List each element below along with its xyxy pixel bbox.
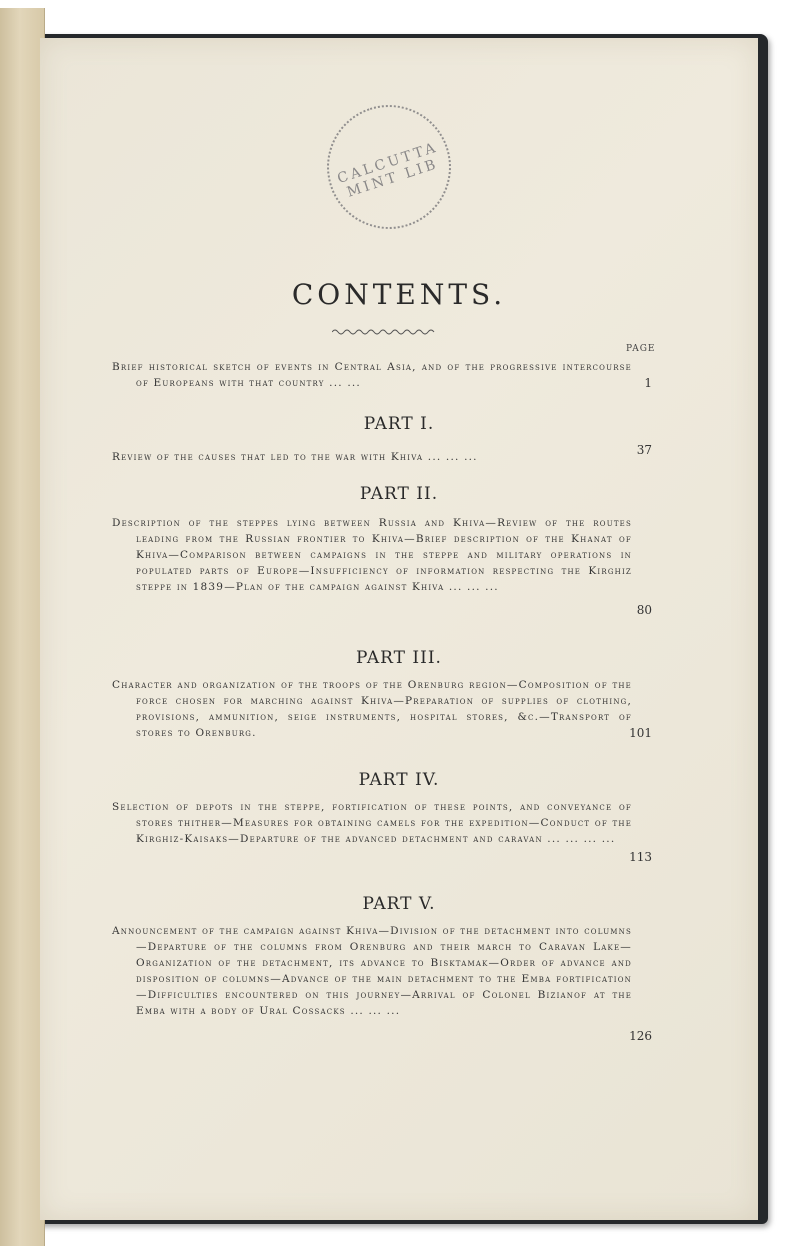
ornamental-divider [332,328,436,336]
toc-entry-part-2: Description of the steppes lying between Russia and Khiva—Review of the routes leading from the Russian frontier to Khiva—Brief description of the Khanat of Khiva—Comparison between campaigns in the steppe and military operations in populated parts of Europe—Insufficiency of information respecting the Kirghiz steppe in 1839—Plan of the campaign against Khiva ... ... ... [112,517,632,593]
stamp-text: CALCUTTA MINT LIB [335,139,441,201]
part-heading: PART II. [359,484,439,504]
toc-entry-part-4: Selection of depots in the steppe, fortification of these points, and conveyance of stores thither—Measures for obtaining camels for the expedition—Conduct of the Kirghiz-Kaisaks—Departure of the advanced detachment and caravan ... ... ... ... [112,801,632,845]
page-number: 101 [629,726,652,740]
page-column-label: PAGE [626,344,656,354]
part-heading: PART III. [356,648,442,668]
contents-page [40,38,758,1220]
library-stamp [311,89,467,245]
page-number: 80 [636,603,652,617]
page-number: 126 [629,1029,652,1043]
toc-entry-part-1: Review of the causes that led to the war with Khiva ... ... ... [112,451,478,463]
part-heading: PART V. [362,894,436,914]
fly-leaf [0,8,45,1246]
toc-entry-part-5: Announcement of the campaign against Khiva—Division of the detachment into columns—Departure of the columns from Orenburg and their march to Caravan Lake—Organization of the detachment, its advance to Bisktamak—Order of advance and disposition of columns—Advance of the main detachment to the Emba fortification—Difficulties encountered on this journey—Arrival of Colonel Bizianof at the Emba with a body of Ural Cossacks ... ... ... [112,925,632,1017]
page-number: 113 [629,850,652,864]
page-number: 1 [644,376,652,390]
part-heading: PART I. [363,414,435,434]
part-heading: PART IV. [358,770,440,790]
page-number: 37 [636,443,652,457]
contents-heading: CONTENTS. [291,278,507,311]
toc-entry-intro: Brief historical sketch of events in Central Asia, and of the progressive intercourse of Europeans with that country ... ... [112,361,632,389]
toc-entry-part-3: Character and organization of the troops of the Orenburg region—Composition of the force chosen for marching against Khiva—Preparation of supplies of clothing, provisions, ammunition, seige instruments, hospital stores, &c.—Transport of stores to Orenburg. [112,679,632,739]
